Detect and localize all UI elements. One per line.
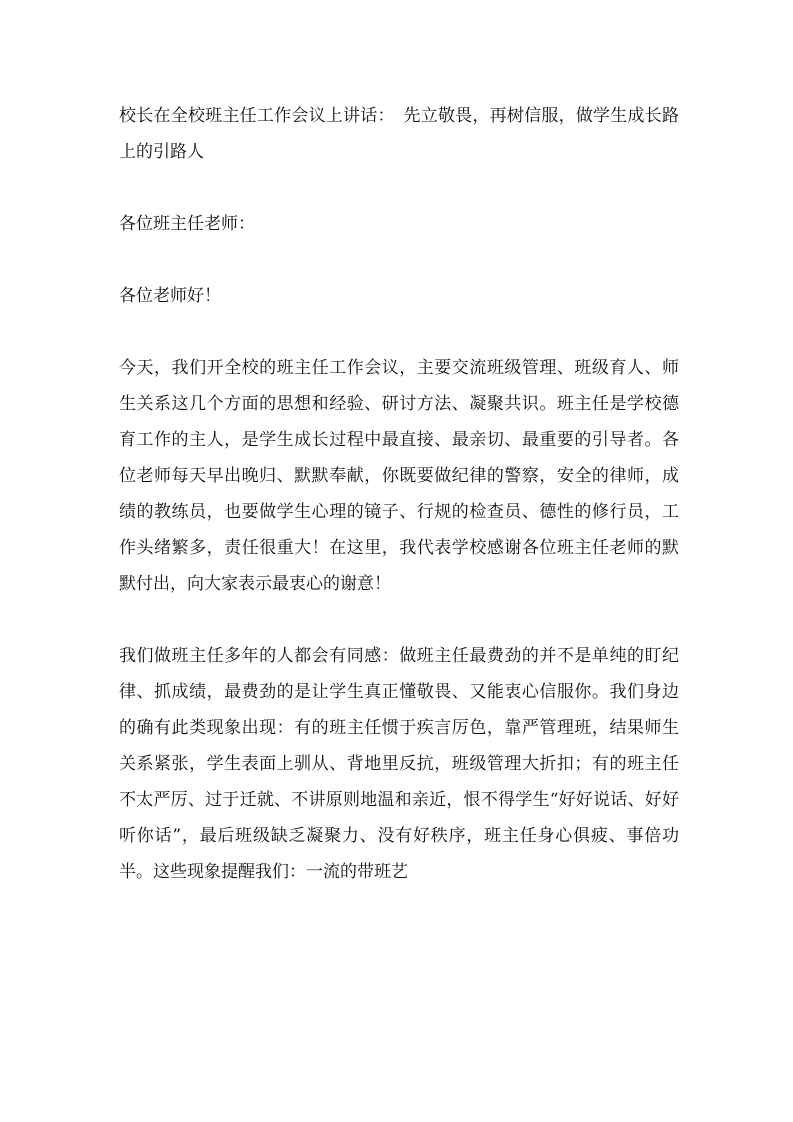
paragraph-spacer (119, 602, 679, 638)
greeting: 各位老师好！ (119, 286, 221, 306)
salutation: 各位班主任老师： (119, 214, 255, 234)
body-paragraph-1: 今天，我们开全校的班主任工作会议，主要交流班级管理、班级育人、师生关系这几个方面的思想和经验、研讨方法、凝聚共识。班主任是学校德育工作的主人，是学生成长过程中最直接、最亲切、最重要的引导者。各位老师每天早出晚归、默默奉献，你既要做纪律的警察，安全的律师，成绩的教练员，也要做学生心理的镜子、行规的检查员、德性的修行员，工作头绪繁多，责任很重大！在这里，我代表学校感谢各位班主任老师的默默付出，向大家表示最衷心的谢意！ (119, 358, 679, 594)
body-paragraph-2: 我们做班主任多年的人都会有同感：做班主任最费劲的并不是单纯的盯纪律、抓成绩，最费劲的是让学生真正懂敬畏、又能衷心信服你。我们身边的确有此类现象出现：有的班主任惯于疾言厉色，靠严管理班，结果师生关系紧张，学生表面上驯从、背地里反抗，班级管理大折扣；有的班主任不太严厉、过于迁就、不讲原则地温和亲近，恨不得学生“好好说话、好好听你话”，最后班级缺乏凝聚力、没有好秩序，班主任身心俱疲、事倍功半。这些现象提醒我们：一流的带班艺 (119, 646, 679, 882)
document-title: 校长在全校班主任工作会议上讲话： 先立敬畏，再树信服，做学生成长路上的引路人 (119, 106, 679, 162)
paragraph-spacer (119, 242, 679, 278)
paragraph-spacer (119, 170, 679, 206)
document-body (119, 98, 679, 890)
paragraph-spacer (119, 314, 679, 350)
